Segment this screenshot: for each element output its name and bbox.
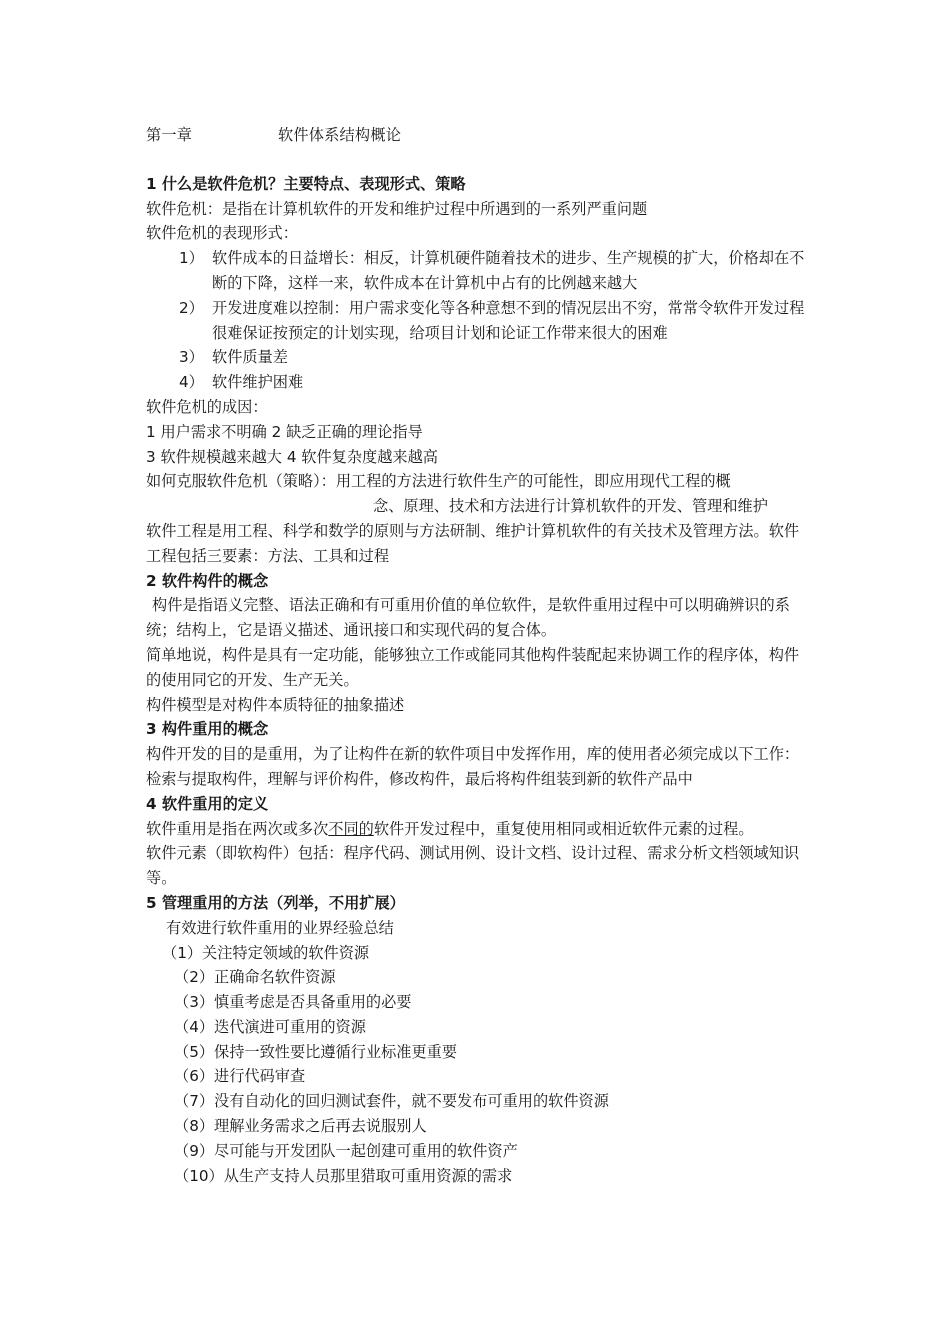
reuse-item: （10）从生产支持人员那里猎取可重用资源的需求 — [174, 1166, 513, 1185]
reuse-item: （3）慎重考虑是否具备重用的必要 — [174, 993, 412, 1012]
list-item — [146, 370, 810, 395]
component-reuse-text: 构件开发的目的是重用，为了让构件在新的软件项目中发挥作用，库的使用者必须完成以下工作：检索与提取构件，理解与评价构件，修改构件，最后将构件组装到新的软件产品中 — [146, 745, 800, 788]
software-engineering-definition: 软件工程是用工程、科学和数学的原则与方法研制、维护计算机软件的有关技术及管理方法。软件工程包括三要素：方法、工具和过程 — [146, 521, 800, 565]
reuse-item: （7）没有自动化的回归测试套件，就不要发布可重用的软件资源 — [174, 1092, 609, 1111]
crisis-strategy-line-2: 念、原理、技术和方法进行计算机软件的开发、管理和维护 — [373, 497, 768, 516]
section-1-heading: 1 什么是软件危机？主要特点、表现形式、策略 — [146, 174, 466, 193]
software-elements: 软件元素（即软构件）包括：程序代码、测试用例、设计文档、设计过程、需求分析文档领域知识等。 — [146, 844, 800, 888]
reuse-definition-underlined: 不同的 — [328, 819, 374, 838]
list-marker: 2） — [179, 298, 204, 317]
list-marker: 1） — [179, 249, 204, 268]
component-model: 构件模型是对构件本质特征的抽象描述 — [146, 695, 405, 714]
crisis-forms-list — [146, 246, 810, 395]
component-simple-definition: 简单地说，构件是具有一定功能，能够独立工作或能同其他构件装配起来协调工作的程序体，构件的使用同它的开发、生产无关。 — [146, 645, 800, 689]
section-5-heading: 5 管理重用的方法（列举，不用扩展） — [146, 893, 405, 912]
reuse-item: （4）迭代演进可重用的资源 — [174, 1017, 366, 1036]
reuse-item: （5）保持一致性要比遵循行业标准更重要 — [174, 1042, 458, 1061]
crisis-forms-title: 软件危机的表现形式： — [146, 224, 298, 243]
reuse-definition-part-a: 软件重用是指在两次或多次 — [146, 819, 329, 838]
list-item-text: 软件维护困难 — [212, 373, 304, 392]
section-2-heading: 2 软件构件的概念 — [146, 571, 269, 590]
crisis-causes-line-1: 1 用户需求不明确 2 缺乏正确的理论指导 — [146, 422, 423, 441]
list-item — [146, 296, 810, 346]
crisis-causes-line-2: 3 软件规模越来越大 4 软件复杂度越来越高 — [146, 447, 438, 466]
component-definition: 构件是指语义完整、语法正确和有可重用价值的单位软件，是软件重用过程中可以明确辨识的系统；结构上，它是语义描述、通讯接口和实现代码的复合体。 — [146, 596, 790, 640]
list-marker: 3） — [179, 348, 204, 367]
reuse-definition — [146, 817, 810, 842]
list-item-text: 软件成本的日益增长：相反，计算机硬件随着技术的进步、生产规模的扩大，价格却在不断的下降，这样一来，软件成本在计算机中占有的比例越来越大 — [212, 249, 805, 292]
chapter-title — [146, 123, 810, 148]
reuse-item: （6）进行代码审查 — [174, 1067, 306, 1086]
section-3-heading: 3 构件重用的概念 — [146, 720, 269, 739]
crisis-strategy-line-1: 如何克服软件危机（策略）：用工程的方法进行软件生产的可能性，即应用现代工程的概 — [146, 472, 731, 491]
reuse-item: （9）尽可能与开发团队一起创建可重用的软件资产 — [174, 1141, 518, 1160]
document-body — [146, 123, 810, 1188]
list-item-text: 开发进度难以控制：用户需求变化等各种意想不到的情况层出不穷，常常令软件开发过程很难保证按预定的计划实现，给项目计划和论证工作带来很大的困难 — [212, 298, 805, 342]
crisis-definition: 软件危机：是指在计算机软件的开发和维护过程中所遇到的一系列严重问题 — [146, 199, 648, 218]
section-4-heading: 4 软件重用的定义 — [146, 794, 269, 813]
chapter-number: 第一章 — [146, 126, 193, 144]
list-item-text: 软件质量差 — [212, 348, 288, 367]
crisis-causes-title: 软件危机的成因： — [146, 397, 268, 416]
reuse-experience-intro: 有效进行软件重用的业界经验总结 — [166, 918, 394, 937]
reuse-item-1: （1）关注特定领域的软件资源 — [162, 943, 370, 962]
reuse-item: （2）正确命名软件资源 — [174, 968, 336, 987]
chapter-name: 软件体系结构概论 — [278, 126, 402, 144]
list-item — [146, 246, 810, 296]
reuse-definition-part-b: 软件开发过程中，重复使用相同或相近软件元素的过程。 — [373, 819, 754, 838]
list-item — [146, 345, 810, 370]
list-marker: 4） — [179, 373, 204, 392]
reuse-item: （8）理解业务需求之后再去说服别人 — [174, 1117, 427, 1136]
